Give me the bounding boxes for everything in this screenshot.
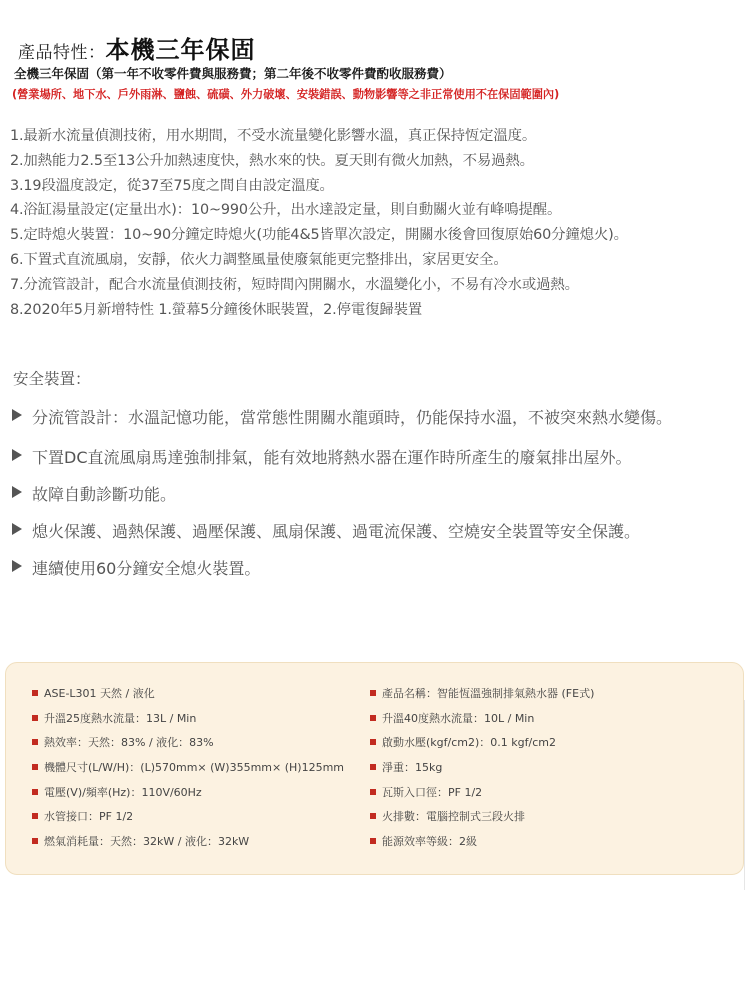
safety-section-title: 安全裝置： [13,370,91,388]
spec-item [32,756,344,781]
square-bullet-icon [370,690,376,696]
triangle-right-icon [12,409,22,421]
square-bullet-icon [370,789,376,795]
spec-column-right [370,682,594,855]
feature-item: 3.19段溫度設定，從37至75度之間自由設定溫度。 [10,177,334,194]
specifications-panel [5,662,744,875]
spec-item [370,682,594,707]
warranty-description: 全機三年保固（第一年不收零件費與服務費；第二年後不收零件費酌收服務費） [14,66,452,81]
spec-item [370,756,594,781]
safety-item [12,483,738,507]
spec-text: 水管接口：PF 1/2 [44,810,134,824]
spec-item [370,731,594,756]
spec-text: 能源效率等級：2級 [382,835,477,849]
safety-item-text: 分流管設計：水溫記憶功能，當常態性開關水龍頭時，仍能保持水溫，不被突來熱水變傷。 [32,408,673,427]
square-bullet-icon [32,715,38,721]
feature-item: 6.下置式直流風扇，安靜，依火力調整風量使廢氣能更完整排出，家居更安全。 [10,251,508,268]
spec-item [32,707,344,732]
square-bullet-icon [370,739,376,745]
spec-text: 熱效率：天然：83% / 液化：83% [44,736,214,750]
square-bullet-icon [32,789,38,795]
spec-text: 升溫40度熱水流量：10L / Min [382,711,535,725]
spec-item [370,805,594,830]
square-bullet-icon [32,690,38,696]
feature-item: 7.分流管設計，配合水流量偵測技術，短時間內開關水，水溫變化小，不易有冷水或過熱。 [10,276,579,293]
features-label: 產品特性： [18,43,106,63]
spec-text: ASE-L301 天然 / 液化 [44,687,155,700]
safety-item-text: 下置DC直流風扇馬達強制排氣，能有效地將熱水器在運作時所產生的廢氣排出屋外。 [32,448,632,467]
square-bullet-icon [370,838,376,844]
square-bullet-icon [32,739,38,745]
triangle-right-icon [12,486,22,498]
square-bullet-icon [32,813,38,819]
spec-item [370,781,594,806]
spec-text: 產品名稱：智能恆溫強制排氣熱水器 (FE式) [382,687,595,700]
spec-text: 電壓(V)/頻率(Hz)：110V/60Hz [44,785,202,799]
feature-item: 5.定時熄火裝置：10~90分鐘定時熄火(功能4&5皆單次設定，開關水後會回復原始60分鐘熄火)。 [10,227,628,244]
spec-column-left [32,682,344,855]
spec-text: 機體尺寸(L/W/H)：(L)570mm× (W)355mm× (H)125mm [44,761,345,775]
spec-item [32,781,344,806]
square-bullet-icon [370,715,376,721]
safety-item-text: 熄火保護、過熱保護、過壓保護、風扇保護、過電流保護、空燒安全裝置等安全保護。 [32,522,641,541]
triangle-right-icon [12,523,22,535]
triangle-right-icon [12,560,22,572]
spec-text: 瓦斯入口徑：PF 1/2 [382,785,483,799]
spec-item [370,707,594,732]
square-bullet-icon [370,764,376,770]
safety-list [12,402,738,581]
spec-item [32,682,344,707]
spec-item [32,731,344,756]
spec-text: 燃氣消耗量：天然：32kW / 液化：32kW [44,835,250,849]
spec-text: 升溫25度熱水流量：13L / Min [44,711,197,725]
feature-item: 1.最新水流量偵測技術，用水期間，不受水流量變化影響水溫，真正保持恆定溫度。 [10,128,537,144]
spec-text: 淨重：15kg [382,761,443,775]
square-bullet-icon [32,764,38,770]
vertical-divider [744,700,745,890]
safety-item [12,557,738,581]
feature-item: 8.2020年5月新增特性 1.螢幕5分鐘後休眠裝置，2.停電復歸裝置 [10,301,423,318]
warranty-title: 本機三年保固 [105,36,256,64]
square-bullet-icon [370,813,376,819]
safety-item [12,520,738,544]
triangle-right-icon [12,449,22,461]
feature-item: 4.浴缸湯量設定(定量出水)：10~990公升，出水達設定量，則自動關火並有峰鳴提醒。 [10,202,562,219]
safety-item-text: 故障自動診斷功能。 [32,485,177,504]
spec-item [370,830,594,855]
spec-text: 啟動水壓(kgf/cm2)：0.1 kgf/cm2 [382,736,556,750]
safety-item [12,446,738,470]
spec-item [32,830,344,855]
safety-item [12,406,738,430]
product-features-header [18,30,256,65]
feature-item: 2.加熱能力2.5至13公升加熱速度快，熱水來的快。夏天則有微火加熱，不易過熱。 [10,152,534,169]
safety-item-text: 連續使用60分鐘安全熄火裝置。 [32,559,261,578]
spec-text: 火排數：電腦控制式三段火排 [382,810,525,824]
feature-list [10,124,750,322]
square-bullet-icon [32,838,38,844]
spec-item [32,805,344,830]
warranty-exclusions: (營業場所、地下水、戶外雨淋、鹽蝕、硫磺、外力破壞、安裝錯誤、動物影響等之非正常使用不在保固範圍內) [12,88,560,101]
